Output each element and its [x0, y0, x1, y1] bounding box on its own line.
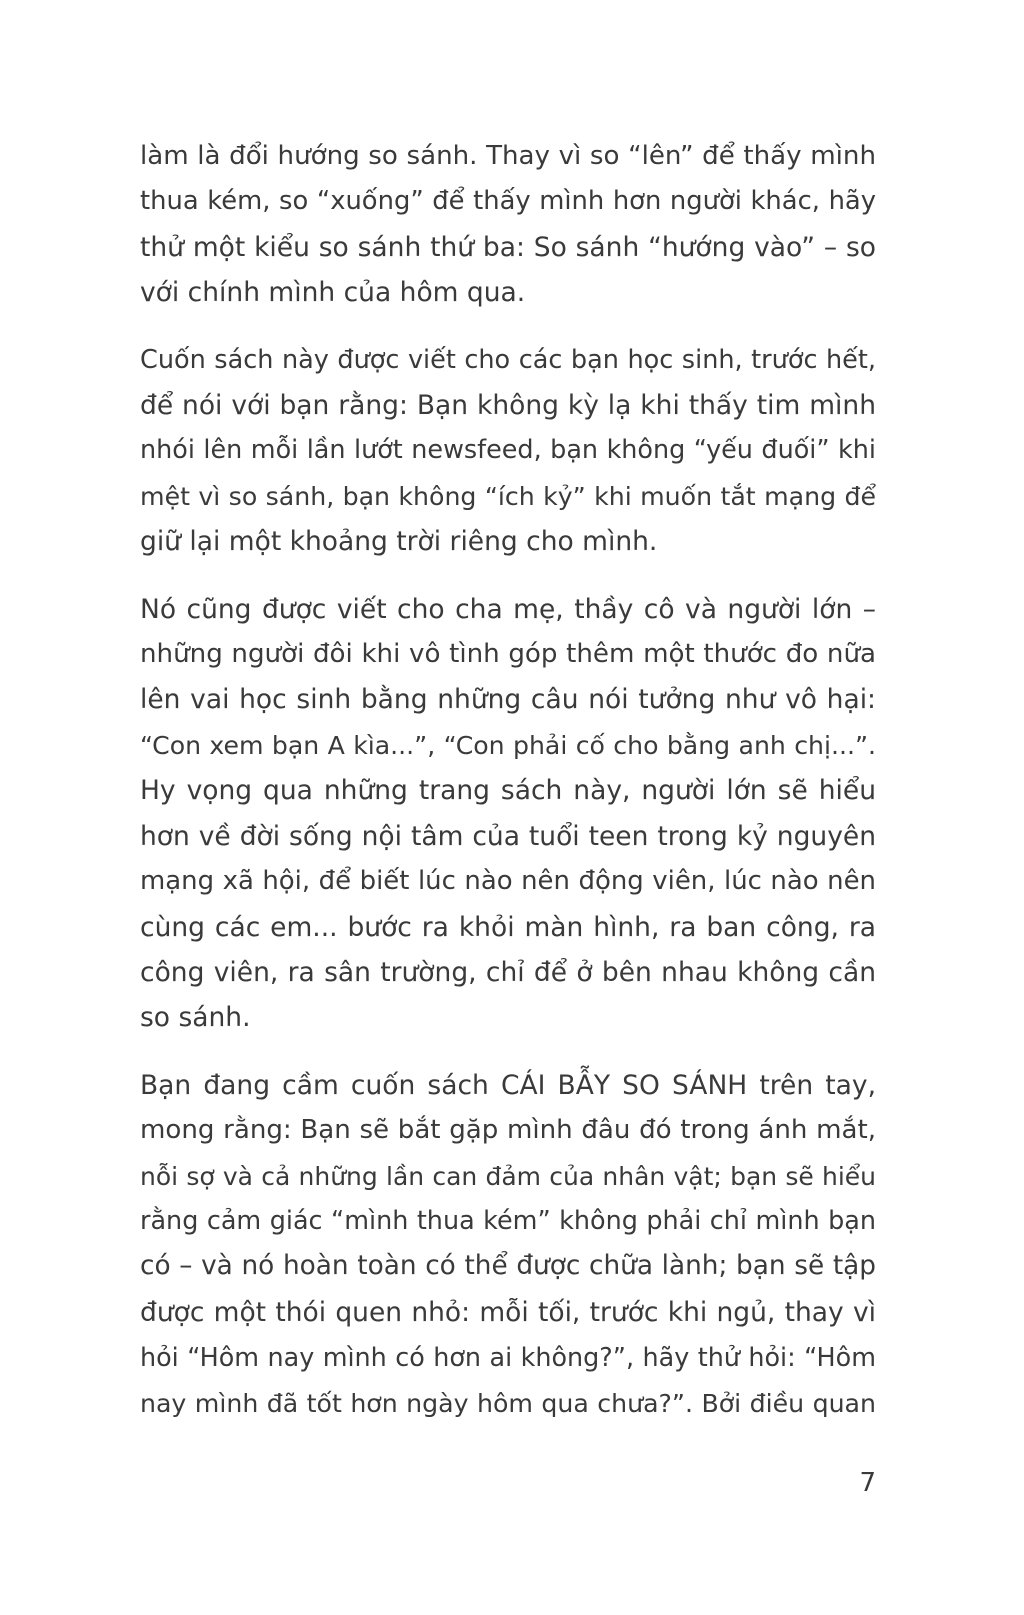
text-line: cùng các em... bước ra khỏi màn hình, ra ban công, ra	[140, 911, 876, 943]
text-line: được một thói quen nhỏ: mỗi tối, trước khi ngủ, thay vì	[140, 1296, 876, 1328]
text-line: mạng xã hội, để biết lúc nào nên động viên, lúc nào nên	[140, 866, 876, 897]
text-line: nỗi sợ và cả những lần can đảm của nhân vật; bạn sẽ hiểu	[140, 1161, 876, 1191]
text-line: với chính mình của hôm qua.	[140, 277, 526, 309]
body-paragraph	[140, 134, 876, 316]
text-line: để nói với bạn rằng: Bạn không kỳ lạ khi thấy tim mình	[140, 390, 876, 422]
body-paragraph	[140, 587, 876, 1041]
page-number: 7	[859, 1468, 876, 1498]
text-line: làm là đổi hướng so sánh. Thay vì so “lên” để thấy mình	[140, 141, 876, 171]
text-line: lên vai học sinh bằng những câu nói tưởng như vô hại:	[140, 684, 876, 716]
text-line: mệt vì so sánh, bạn không “ích kỷ” khi muốn tắt mạng để	[140, 481, 876, 511]
text-line: những người đôi khi vô tình góp thêm một thước đo nữa	[140, 639, 876, 670]
text-line: giữ lại một khoảng trời riêng cho mình.	[140, 526, 658, 558]
text-line: có – và nó hoàn toàn có thể được chữa lành; bạn sẽ tập	[140, 1251, 876, 1282]
text-line: so sánh.	[140, 1002, 251, 1034]
text-line: rằng cảm giác “mình thua kém” không phải chỉ mình bạn	[140, 1205, 876, 1236]
text-line: Nó cũng được viết cho cha mẹ, thầy cô và người lớn –	[140, 593, 876, 625]
text-line: thử một kiểu so sánh thứ ba: So sánh “hướng vào” – so	[140, 231, 876, 263]
text-line: nhói lên mỗi lần lướt newsfeed, bạn không “yếu đuối” khi	[140, 435, 876, 466]
text-line: Cuốn sách này được viết cho các bạn học sinh, trước hết,	[140, 344, 876, 375]
text-line: “Con xem bạn A kìa...”, “Con phải cố cho bằng anh chị...”.	[140, 730, 876, 760]
body-paragraph	[140, 338, 876, 565]
page-body	[140, 134, 876, 1448]
body-paragraph	[140, 1063, 876, 1426]
text-line: công viên, ra sân trường, chỉ để ở bên nhau không cần	[140, 956, 876, 988]
text-line: Hy vọng qua những trang sách này, người lớn sẽ hiểu	[140, 775, 876, 807]
text-line: Bạn đang cầm cuốn sách CÁI BẪY SO SÁNH trên tay,	[140, 1069, 876, 1101]
text-line: thua kém, so “xuống” để thấy mình hơn người khác, hãy	[140, 186, 876, 217]
text-line: nay mình đã tốt hơn ngày hôm qua chưa?”. Bởi điều quan	[140, 1388, 876, 1418]
text-line: mong rằng: Bạn sẽ bắt gặp mình đâu đó trong ánh mắt,	[140, 1115, 876, 1146]
text-line: hơn về đời sống nội tâm của tuổi teen trong kỷ nguyên	[140, 820, 876, 852]
text-line: hỏi “Hôm nay mình có hơn ai không?”, hãy thử hỏi: “Hôm	[140, 1342, 876, 1373]
